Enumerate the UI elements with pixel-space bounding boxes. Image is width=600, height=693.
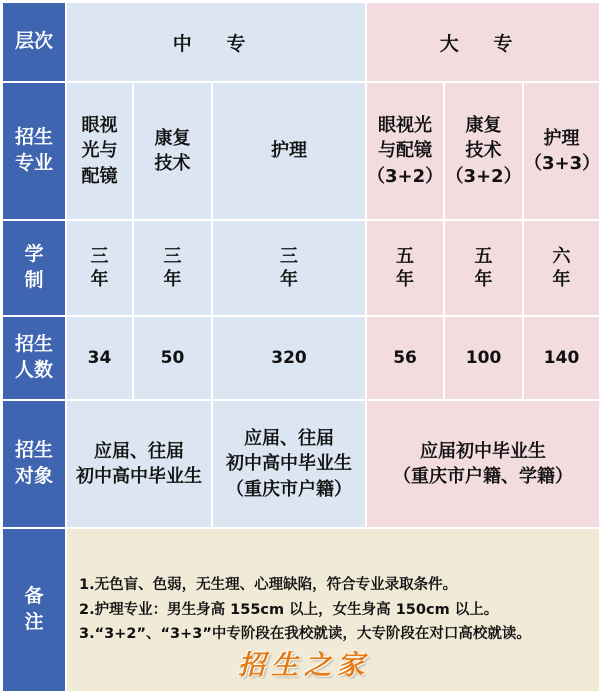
level-row	[2, 2, 600, 82]
count-2: 320	[212, 316, 366, 400]
count-1: 50	[133, 316, 212, 400]
major-nursing-mid: 护理	[212, 82, 366, 220]
target-row	[2, 400, 600, 528]
duration-0: 三 年	[66, 220, 133, 316]
duration-row	[2, 220, 600, 316]
count-0: 34	[66, 316, 133, 400]
major-row	[2, 82, 600, 220]
watermark-logo: 招生之家	[238, 650, 370, 681]
target-college: 应届初中毕业生 （重庆市户籍、学籍）	[366, 400, 600, 528]
count-header: 招生 人数	[2, 316, 66, 400]
duration-5: 六 年	[523, 220, 600, 316]
major-header: 招生 专业	[2, 82, 66, 220]
major-rehab-mid: 康复 技术	[133, 82, 212, 220]
duration-2: 三 年	[212, 220, 366, 316]
note-3: 3.“3+2”、“3+3”中专阶段在我校就读，大专阶段在对口高校就读。	[79, 626, 531, 643]
duration-1: 三 年	[133, 220, 212, 316]
note-2: 2.护理专业：男生身高 155cm 以上，女生身高 150cm 以上。	[79, 601, 499, 618]
target-mid-b: 应届、往届 初中高中毕业生 （重庆市户籍）	[212, 400, 366, 528]
level-header: 层次	[2, 2, 66, 82]
duration-header: 学 制	[2, 220, 66, 316]
major-optometry-mid: 眼视 光与 配镜	[66, 82, 133, 220]
zhongzhuan-header: 中 专	[66, 2, 366, 82]
admissions-table	[1, 1, 600, 693]
count-4: 100	[444, 316, 523, 400]
major-rehab-college: 康复 技术 （3+2）	[444, 82, 523, 220]
note-1: 1.无色盲、色弱，无生理、心理缺陷，符合专业录取条件。	[79, 576, 458, 593]
duration-4: 五 年	[444, 220, 523, 316]
major-nursing-college: 护理 （3+3）	[523, 82, 600, 220]
count-5: 140	[523, 316, 600, 400]
count-3: 56	[366, 316, 444, 400]
notes-header: 备 注	[2, 528, 66, 692]
dazhuan-header: 大 专	[366, 2, 600, 82]
duration-3: 五 年	[366, 220, 444, 316]
major-optometry-college: 眼视光 与配镜 （3+2）	[366, 82, 444, 220]
target-header: 招生 对象	[2, 400, 66, 528]
count-row	[2, 316, 600, 400]
target-mid-a: 应届、往届 初中高中毕业生	[66, 400, 212, 528]
